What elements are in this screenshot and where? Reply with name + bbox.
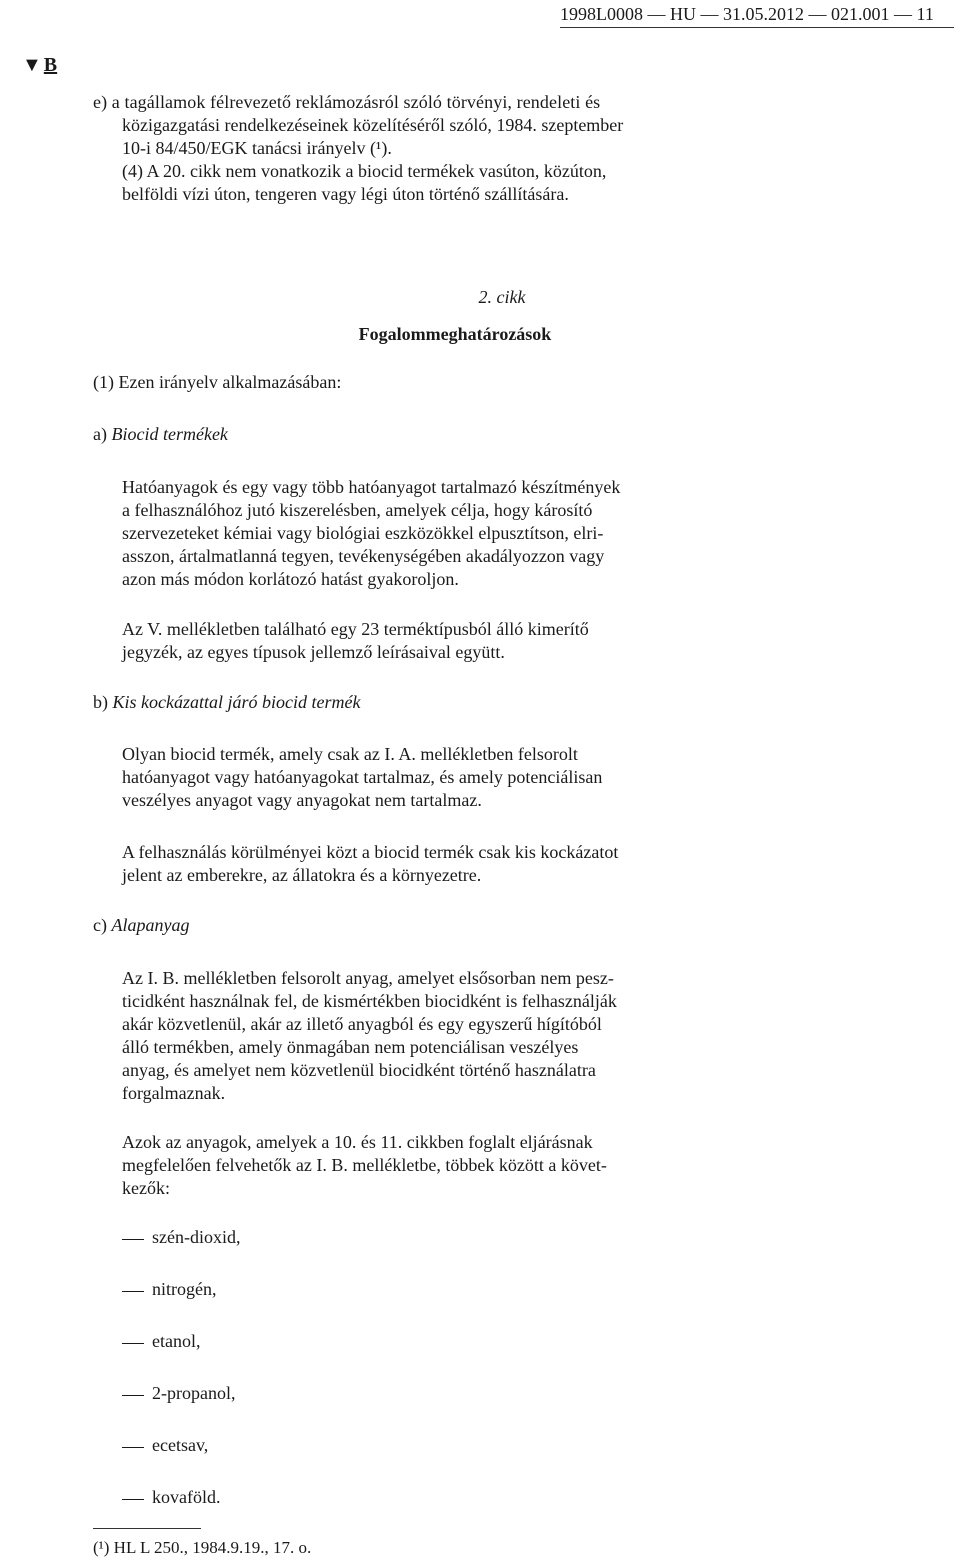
item-a-definition-line: szervezeteket kémiai vagy biológiai eszközökkel elpusztítson, elri- [122, 523, 604, 543]
item-a-note-line: Az V. mellékletben található egy 23 terméktípusból álló kimerítő [122, 619, 589, 639]
item-a-definition-line: azon más módon korlátozó hatást gyakoroljon. [122, 569, 459, 589]
list-dash [122, 1343, 144, 1344]
item-c-note-line: megfelelően felvehetők az I. B. mellékletbe, többek között a követ- [122, 1155, 607, 1175]
item-a-definition-line: asszon, ártalmatlanná tegyen, tevékenységében akadályozzon vagy [122, 546, 605, 566]
item-b-heading [93, 692, 360, 713]
item-a-definition [122, 476, 678, 591]
item-b-definition-line: hatóanyagot vagy hatóanyagokat tartalmaz, és amely potenciálisan [122, 767, 603, 787]
item-c-heading [93, 915, 189, 936]
footnote: (¹) HL L 250., 1984.9.19., 17. o. [93, 1538, 312, 1557]
item-c-note-line: Azok az anyagok, amelyek a 10. és 11. cikkben foglalt eljárásnak [122, 1132, 593, 1152]
paragraph-4-line: (4) A 20. cikk nem vonatkozik a biocid termékek vasúton, közúton, [122, 161, 607, 181]
amendment-marker [22, 54, 57, 77]
point-e-line: 10-i 84/450/EGK tanácsi irányelv (¹). [122, 138, 392, 158]
header-text: 1998L0008 — HU — 31.05.2012 — 021.001 — 11 [560, 4, 934, 24]
list-dash [122, 1291, 144, 1292]
list-item: szén-dioxid, [152, 1227, 241, 1247]
item-b-note-line: A felhasználás körülményei közt a biocid termék csak kis kockázatot [122, 842, 619, 862]
item-c-note [122, 1131, 678, 1200]
article-number: 2. cikk [478, 287, 526, 307]
item-c-definition [122, 967, 678, 1105]
item-c-label: c) [93, 915, 107, 935]
list-item: kovaföld. [152, 1487, 221, 1507]
item-a-definition-line: a felhasználóhoz jutó kiszerelésben, amelyek célja, hogy károsító [122, 500, 593, 520]
item-b-note [122, 841, 678, 887]
item-c-note-line: kezők: [122, 1178, 170, 1198]
list-item: ecetsav, [152, 1435, 209, 1455]
item-c-definition-line: Az I. B. mellékletben felsorolt anyag, amelyet elsősorban nem pesz- [122, 968, 614, 988]
point-e-line: e) a tagállamok félrevezető reklámozásról szóló törvényi, rendeleti és [93, 92, 601, 112]
paragraph-1: (1) Ezen irányelv alkalmazásában: [93, 372, 342, 392]
item-a-title: Biocid termékek [111, 424, 228, 444]
list-dash [122, 1499, 144, 1500]
list-item: nitrogén, [152, 1279, 217, 1299]
item-a-heading [93, 424, 228, 445]
amendment-label[interactable]: B [43, 54, 58, 76]
header-rule [560, 27, 954, 28]
item-a-note [122, 618, 678, 664]
page-header [560, 4, 954, 28]
list-dash [122, 1447, 144, 1448]
item-a-note-line: jegyzék, az egyes típusok jellemző leírásaival együtt. [122, 642, 505, 662]
footnote-rule [93, 1528, 201, 1529]
item-c-definition-line: álló termékben, amely önmagában nem potenciálisan veszélyes [122, 1037, 579, 1057]
paragraph-4 [122, 160, 692, 206]
item-c-definition-line: ticidként használnak fel, de kismértékben biocidként is felhasználják [122, 991, 617, 1011]
item-a-definition-line: Hatóanyagok és egy vagy több hatóanyagot tartalmazó készítmények [122, 477, 621, 497]
article-title: Fogalommeghatározások [358, 324, 552, 344]
triangle-down-icon: ▼ [22, 54, 42, 76]
item-c-title: Alapanyag [111, 915, 190, 935]
item-b-note-line: jelent az emberekre, az állatokra és a környezetre. [122, 865, 482, 885]
item-c-definition-line: forgalmaznak. [122, 1083, 226, 1103]
list-dash [122, 1239, 144, 1240]
item-c-definition-line: anyag, és amelyet nem közvetlenül biocidként történő használatra [122, 1060, 596, 1080]
paragraph-4-line: belföldi vízi úton, tengeren vagy légi úton történő szállítására. [122, 184, 569, 204]
item-a-label: a) [93, 424, 107, 444]
item-b-label: b) [93, 692, 108, 712]
item-c-definition-line: akár közvetlenül, akár az illető anyagból és egy egyszerű hígítóból [122, 1014, 602, 1034]
point-e-line: közigazgatási rendelkezéseinek közelítéséről szóló, 1984. szeptember [122, 115, 624, 135]
item-b-definition-line: veszélyes anyagot vagy anyagokat nem tartalmaz. [122, 790, 482, 810]
item-b-definition [122, 743, 678, 812]
point-e [93, 91, 679, 160]
item-b-definition-line: Olyan biocid termék, amely csak az I. A. mellékletben felsorolt [122, 744, 578, 764]
list-dash [122, 1395, 144, 1396]
list-item: etanol, [152, 1331, 201, 1351]
list-item: 2-propanol, [152, 1383, 236, 1403]
item-b-title: Kis kockázattal járó biocid termék [112, 692, 361, 712]
